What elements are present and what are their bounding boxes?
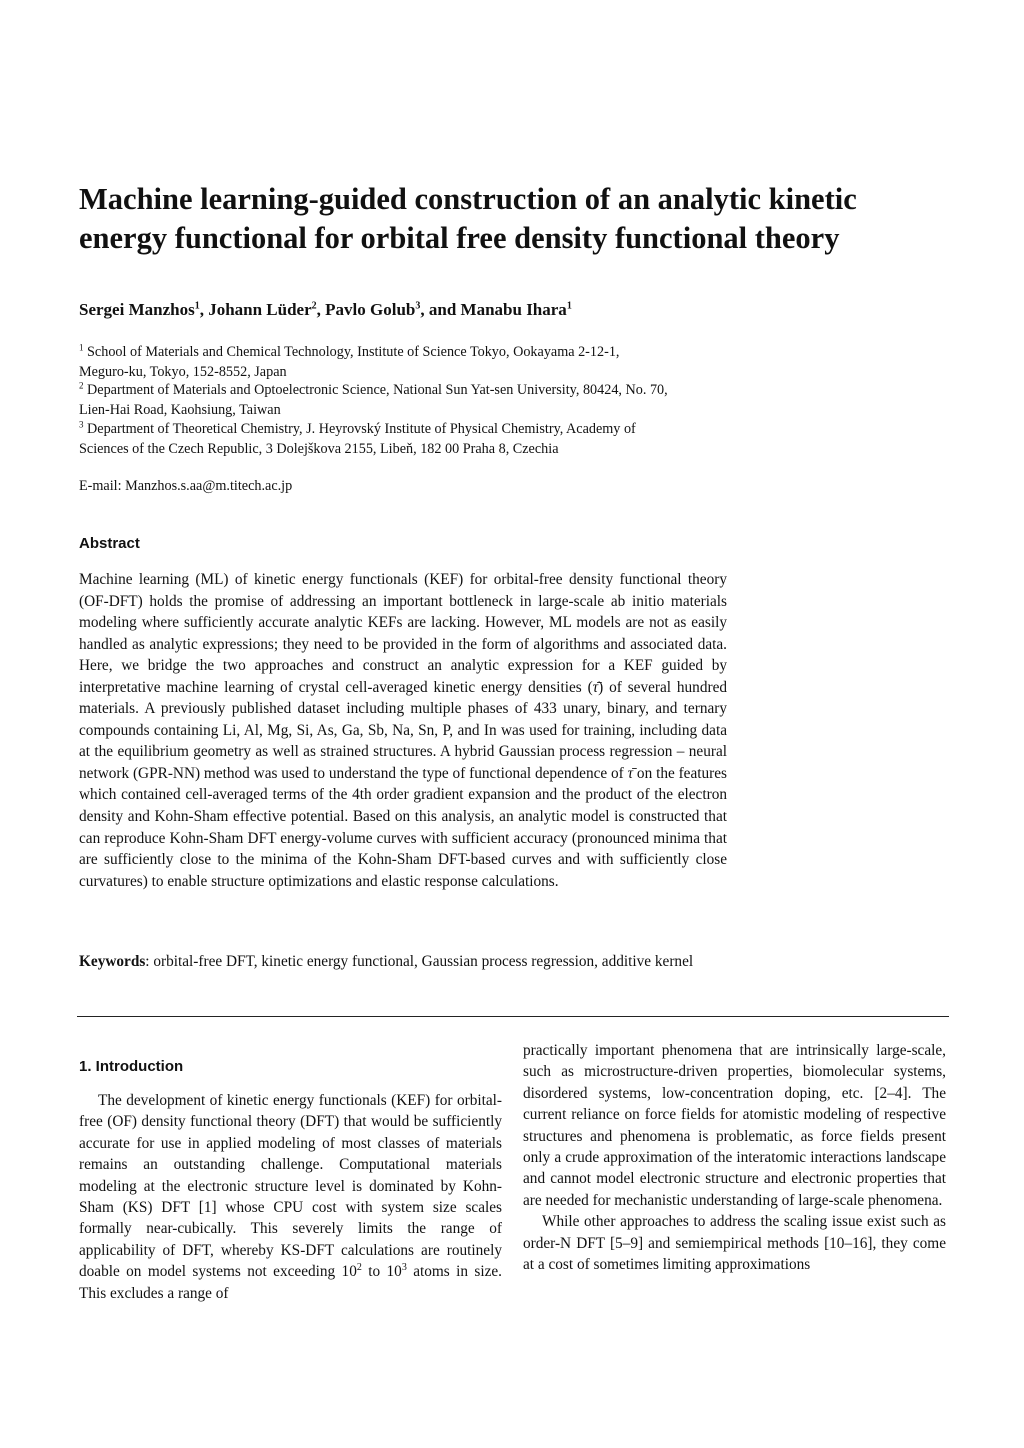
intro-paragraph: practically important phenomena that are intrinsically large-scale, such as microstructure-driven properties, biomolecular systems, disordered systems, low-concentration doping, etc. [2–4]. The current reliance on force fields for atomistic modeling of respective structures and phenomena is problematic, as force fields present only a crude approximation of the interatomic interactions landscape and cannot model electronic structure and electronic properties that are needed for mechanistic understanding of large-scale phenomena.: [523, 1042, 946, 1209]
abstract-heading: Abstract: [79, 535, 140, 552]
intro-right-column: [523, 1040, 946, 1275]
title-line-1: Machine learning-guided construction of an analytic kinetic: [79, 182, 857, 216]
exponent: 3: [401, 1262, 407, 1274]
affiliation-mark: 3: [79, 419, 84, 430]
keywords-text: : orbital-free DFT, kinetic energy functional, Gaussian process regression, additive kernel: [145, 953, 694, 970]
author-separator: ,: [199, 300, 209, 319]
author-name: Johann Lüder: [208, 300, 312, 319]
section-divider: [77, 1016, 949, 1017]
author-affiliation-mark: 2: [311, 300, 317, 312]
abstract-body: [79, 569, 727, 892]
affiliation-line: Department of Materials and Optoelectronic Science, National Sun Yat-sen University, 80424, No. 70,: [87, 382, 668, 398]
affiliation-mark: 2: [79, 380, 84, 391]
title-line-2: energy functional for orbital free density functional theory: [79, 221, 840, 255]
author-list: [79, 300, 959, 320]
contact-email: E-mail: Manzhos.s.aa@m.titech.ac.jp: [79, 478, 293, 494]
author-affiliation-mark: 3: [415, 300, 421, 312]
author-name: Pavlo Golub: [325, 300, 416, 319]
affiliation-3: [79, 420, 779, 459]
author-separator: , and: [420, 300, 461, 319]
affiliation-line: Meguro-ku, Tokyo, 152-8552, Japan: [79, 363, 287, 380]
introduction-heading: 1. Introduction: [79, 1058, 184, 1075]
affiliation-line: Department of Theoretical Chemistry, J. Heyrovský Institute of Physical Chemistry, Academy of: [87, 421, 636, 437]
affiliation-line: School of Materials and Chemical Technology, Institute of Science Tokyo, Ookayama 2-12-1,: [87, 344, 620, 360]
author-name: Manabu Ihara: [460, 300, 567, 319]
author-affiliation-mark: 1: [566, 300, 572, 312]
abstract-text: on the features which contained cell-averaged terms of the 4th order gradient expansion and the product of the electron density and Kohn-Sham effective potential. Based on this analysis, an analytic model is constructed that can reproduce Kohn-Sham DFT energy-volume curves with sufficient accuracy (pronounced minima that are sufficiently close to the minima of the Kohn-Sham DFT-based curves and with sufficiently close curvatures) to enable structure optimizations and elastic response calculations.: [79, 764, 727, 890]
author-affiliation-mark: 1: [194, 300, 200, 312]
exponent: 2: [356, 1262, 362, 1274]
intro-text: to 10: [361, 1263, 402, 1281]
tau-symbol: τ̄: [592, 678, 599, 696]
author-separator: ,: [316, 300, 326, 319]
intro-left-column: [79, 1090, 502, 1304]
paper-title: [79, 180, 959, 258]
abstract-text: Machine learning (ML) of kinetic energy functionals (KEF) for orbital-free density functional theory (OF-DFT) holds the promise of addressing an important bottleneck in large-scale ab initio materials modeling where sufficiently accurate analytic KEFs are lacking. However, ML models are not as easily handled as analytic expressions; they need to be provided in the form of algorithms and associated data. Here, we bridge the two approaches and construct an analytic expression for a KEF guided by interpretative machine learning of crystal cell-averaged kinetic energy densities (: [79, 571, 727, 696]
author-name: Sergei Manzhos: [79, 300, 195, 319]
intro-text: The development of kinetic energy functionals (KEF) for orbital-free (OF) density functional theory (DFT) that would be sufficiently accurate for use in applied modeling of most classes of materials remains an outstanding challenge. Computational materials modeling at the electronic structure level is dominated by Kohn-Sham (KS) DFT [1] whose CPU cost with system size scales formally near-cubically. This severely limits the range of applicability of DFT, whereby KS-DFT calculations are routinely doable on model systems not exceeding 10: [79, 1092, 502, 1281]
keywords-label: Keywords: [79, 953, 146, 970]
affiliation-mark: 1: [79, 342, 84, 353]
keywords: [79, 953, 839, 971]
affiliation-line: Lien-Hai Road, Kaohsiung, Taiwan: [79, 401, 281, 418]
affiliation-line: Sciences of the Czech Republic, 3 Dolejškova 2155, Libeň, 182 00 Praha 8, Czechia: [79, 440, 559, 457]
intro-text: atoms in size. This excludes a range of: [79, 1263, 502, 1302]
affiliation-1: [79, 343, 779, 382]
intro-paragraph: While other approaches to address the scaling issue exist such as order-N DFT [5–9] and semiempirical methods [10–16], they come at a cost of sometimes limiting approximations: [523, 1213, 946, 1274]
intro-paragraph: [79, 1090, 502, 1304]
tau-symbol: τ̄: [627, 764, 634, 782]
affiliation-2: [79, 381, 779, 420]
abstract-text: ) of several hundred materials. A previously published dataset including multiple phases of 433 unary, binary, and ternary compounds containing Li, Al, Mg, Si, As, Ga, Sb, Na, Sn, P, and In was used for training, including data at the equilibrium geometry as well as strained structures. A hybrid Gaussian process regression – neural network (GPR-NN) method was used to understand the type of functional dependence of: [79, 678, 728, 782]
